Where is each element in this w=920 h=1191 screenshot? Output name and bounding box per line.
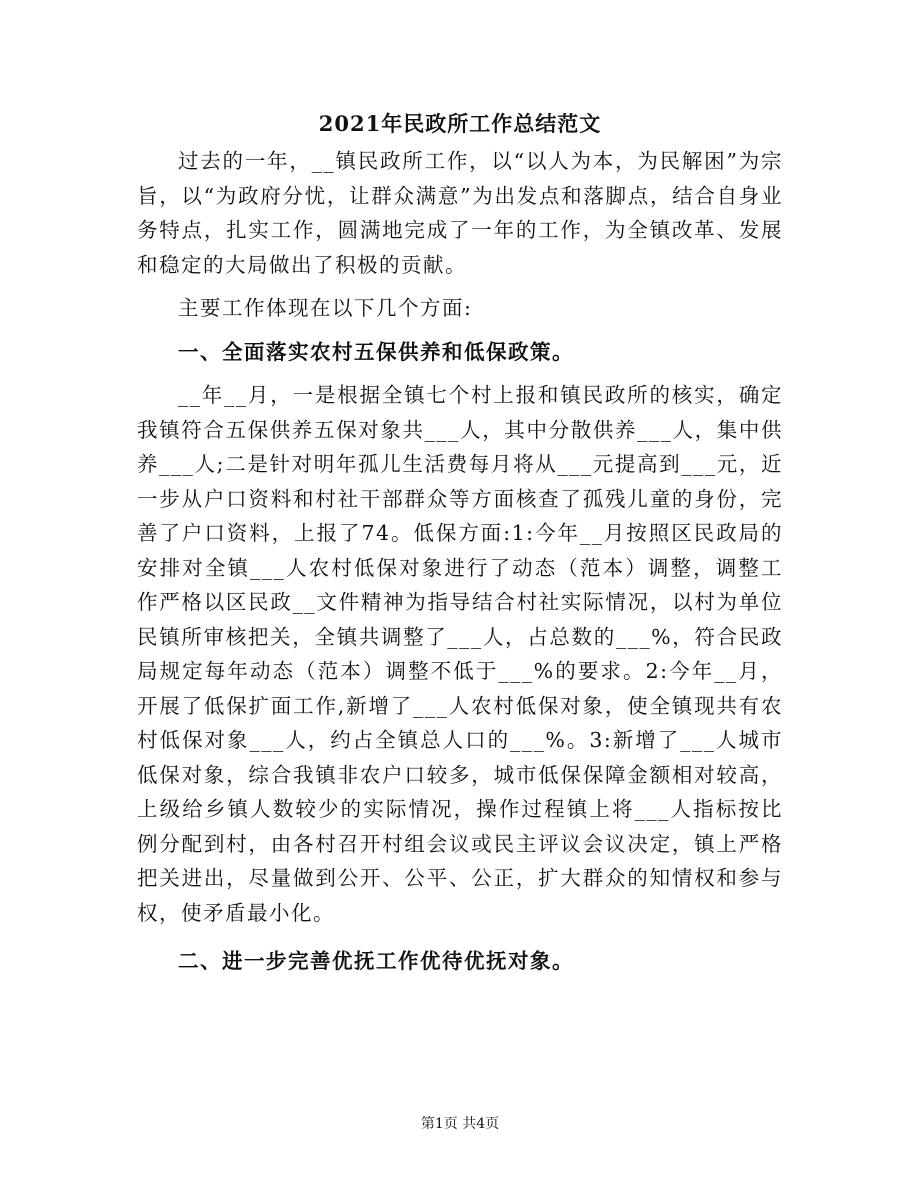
intro-paragraph: 过去的一年，__镇民政所工作，以“以人为本，为民解困”为宗旨，以“为政府分忧，让群众满意”为出发点和落脚点，结合自身业务特点，扎实工作，圆满地完成了一年的工作，为全镇改革、发展和稳定的大局做出了积极的贡献。: [137, 149, 783, 277]
overview-paragraph: 主要工作体现在以下几个方面:: [178, 296, 473, 320]
page-number-footer: 第1页 共4页: [420, 1116, 500, 1132]
section-heading-2: 二、进一步完善优抚工作优待优抚对象。: [178, 949, 574, 973]
document-body: [137, 144, 783, 979]
section-heading-1: 一、全面落实农村五保供养和低保政策。: [178, 339, 574, 364]
section-1-paragraph: __年__月，一是根据全镇七个村上报和镇民政所的核实，确定我镇符合五保供养五保对象共___人，其中分散供养___人，集中供养___人;二是针对明年孤儿生活费每月将从___元提高到___元，近一步从户口资料和村社干部群众等方面核查了孤残儿童的身份，完善了户口资料，上报了74。低保方面:1:今年__月按照区民政局的安排对全镇___人农村低保对象进行了动态（范本）调整，调整工作严格以区民政__文件精神为指导结合村社实际情况，以村为单位民镇所审核把关，全镇共调整了___人，占总数的___%，符合民政局规定每年动态（范本）调整不低于___%的要求。2:今年__月，开展了低保扩面工作,新增了___人农村低保对象，使全镇现共有农村低保对象___人，约占全镇总人口的___%。3:新增了___人城市低保对象，综合我镇非农户口较多，城市低保保障金额相对较高，上级给乡镇人数较少的实际情况，操作过程镇上将___人指标按比例分配到村，由各村召开村组会议或民主评议会议决定，镇上严格把关进出，尽量做到公开、公平、公正，扩大群众的知情权和参与权，使矛盾最小化。: [137, 383, 783, 925]
document-title: 2021年民政所工作总结范文: [318, 111, 602, 136]
